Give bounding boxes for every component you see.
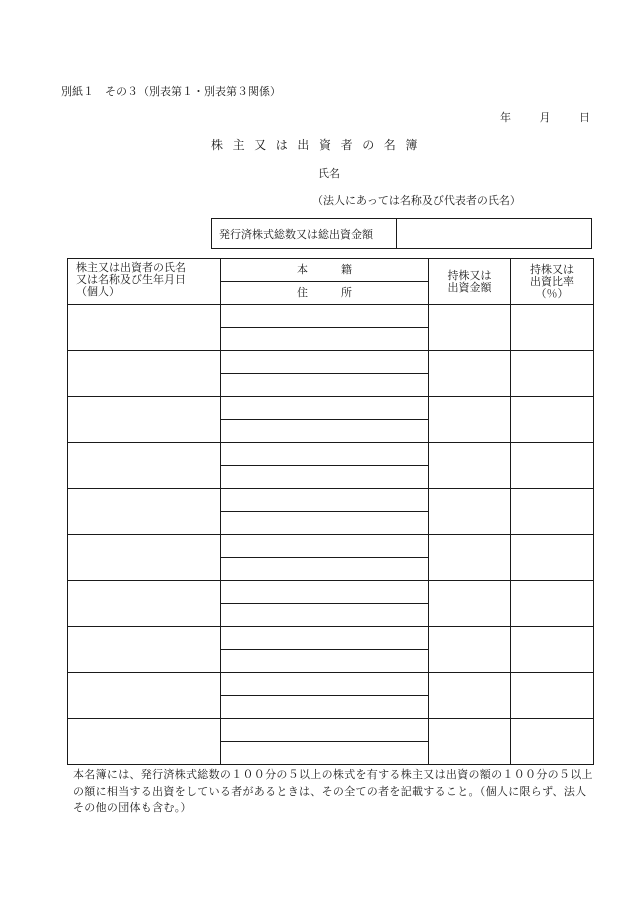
ratio-cell[interactable]	[511, 351, 594, 397]
domicile-cell[interactable]	[221, 581, 429, 604]
ratio-cell[interactable]	[511, 443, 594, 489]
address-cell[interactable]	[221, 466, 429, 489]
table-row	[68, 489, 594, 512]
domicile-cell[interactable]	[221, 305, 429, 328]
shares-cell[interactable]	[429, 719, 511, 765]
footnote: 本名簿には、発行済株式総数の１００分の５以上の株式を有する株主又は出資の額の１００分の５以上の額に相当する出資をしている者があるときは、その全ての者を記載すること。（個人に限らず、法人その他の団体も含む。）	[73, 768, 593, 814]
date-day-label: 日	[579, 111, 590, 124]
address-cell[interactable]	[221, 650, 429, 673]
capital-box	[211, 218, 592, 249]
date-year-label: 年	[500, 111, 511, 124]
table-row	[68, 673, 594, 696]
table-row	[68, 351, 594, 374]
address-cell[interactable]	[221, 604, 429, 627]
shareholder-table	[67, 258, 594, 765]
table-row	[68, 627, 594, 650]
table-row	[68, 719, 594, 742]
domicile-cell[interactable]	[221, 719, 429, 742]
name-cell[interactable]	[68, 489, 221, 535]
ratio-cell[interactable]	[511, 673, 594, 719]
name-cell[interactable]	[68, 719, 221, 765]
address-cell[interactable]	[221, 558, 429, 581]
column-header-name: 株主又は出資者の氏名 又は名称及び生年月日 （個人）	[68, 259, 221, 305]
date-month-label: 月	[539, 111, 551, 124]
shares-cell[interactable]	[429, 351, 511, 397]
table-row	[68, 581, 594, 604]
domicile-cell[interactable]	[221, 397, 429, 420]
ratio-cell[interactable]	[511, 581, 594, 627]
address-cell[interactable]	[221, 696, 429, 719]
domicile-cell[interactable]	[221, 489, 429, 512]
capital-value-field[interactable]	[397, 219, 591, 248]
form-reference: 別紙１ その３（別表第１・別表第３関係）	[61, 85, 281, 98]
address-cell[interactable]	[221, 374, 429, 397]
domicile-cell[interactable]	[221, 443, 429, 466]
shares-cell[interactable]	[429, 627, 511, 673]
name-cell[interactable]	[68, 443, 221, 489]
address-cell[interactable]	[221, 512, 429, 535]
shares-cell[interactable]	[429, 581, 511, 627]
shares-cell[interactable]	[429, 535, 511, 581]
name-cell[interactable]	[68, 305, 221, 351]
address-cell[interactable]	[221, 742, 429, 765]
column-header-domicile: 本 籍	[221, 259, 429, 282]
table-row	[68, 535, 594, 558]
ratio-cell[interactable]	[511, 397, 594, 443]
address-cell[interactable]	[221, 420, 429, 443]
ratio-cell[interactable]	[511, 627, 594, 673]
name-cell[interactable]	[68, 397, 221, 443]
name-cell[interactable]	[68, 351, 221, 397]
capital-label: 発行済株式総数又は総出資金額	[212, 219, 397, 248]
name-cell[interactable]	[68, 673, 221, 719]
name-cell[interactable]	[68, 627, 221, 673]
ratio-cell[interactable]	[511, 489, 594, 535]
column-header-address: 住 所	[221, 282, 429, 305]
shares-cell[interactable]	[429, 305, 511, 351]
table-row	[68, 443, 594, 466]
name-note: （法人にあっては名称及び代表者の氏名）	[312, 194, 521, 207]
shares-cell[interactable]	[429, 673, 511, 719]
page-title: 株主又は出資者の名簿	[211, 138, 428, 152]
column-header-ratio: 持株又は 出資比率 （％）	[511, 259, 594, 305]
table-row	[68, 305, 594, 328]
name-label: 氏名	[318, 167, 340, 180]
name-cell[interactable]	[68, 581, 221, 627]
shares-cell[interactable]	[429, 397, 511, 443]
ratio-cell[interactable]	[511, 719, 594, 765]
domicile-cell[interactable]	[221, 673, 429, 696]
domicile-cell[interactable]	[221, 351, 429, 374]
ratio-cell[interactable]	[511, 535, 594, 581]
column-header-shares: 持株又は 出資金額	[429, 259, 511, 305]
ratio-cell[interactable]	[511, 305, 594, 351]
domicile-cell[interactable]	[221, 535, 429, 558]
table-row	[68, 397, 594, 420]
shares-cell[interactable]	[429, 489, 511, 535]
shares-cell[interactable]	[429, 443, 511, 489]
date-line	[500, 111, 590, 124]
domicile-cell[interactable]	[221, 627, 429, 650]
address-cell[interactable]	[221, 328, 429, 351]
name-cell[interactable]	[68, 535, 221, 581]
